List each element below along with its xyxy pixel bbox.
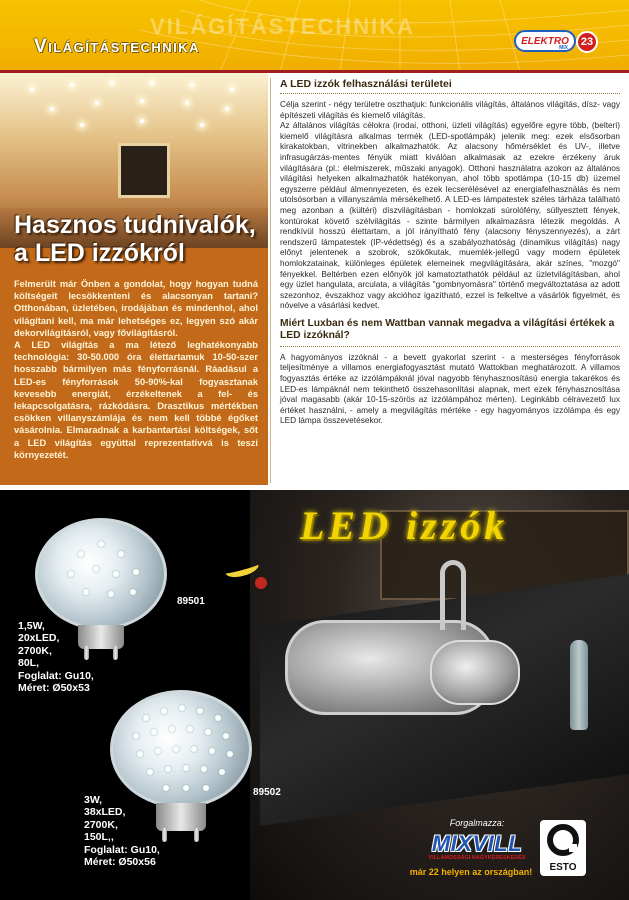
bulb-pin — [113, 646, 118, 660]
faucet — [440, 560, 466, 630]
led-banner-title: LED izzók — [300, 503, 509, 548]
logo-sub: MIX — [559, 45, 568, 51]
product-code-89501: 89501 — [177, 596, 205, 607]
spec-line: Foglalat: Gu10, — [84, 843, 160, 856]
spec-line: 38xLED, — [84, 806, 126, 819]
column-divider — [270, 78, 271, 483]
distributor-tagline: már 22 helyen az országban! — [409, 867, 533, 877]
spec-line: 1,5W, — [18, 620, 45, 632]
product-section — [0, 490, 629, 900]
bottle — [570, 640, 588, 730]
paragraph-2: Az általános világítás célokra (irodai, otthoni, üzleti világítás) egyelőre egyre több, (belteri) kiemelő világításra alkalmas termék (LED-spotlámpák) jelenik meg: ezek elsősorban kirakatokban, vitrinekben alkalmazhatók. Az alacsony hőmérséklet és UV-, illetve infrasugárzás-mentes fényük miatt kiválóan alkalmasak az ezekre érzékeny áruk világítására (pl.: élelmiszerek, műszaki anyagok). Otthoni használatra azokon az általános világítási helyeken alkalmazhatók hatékonyan, ahol több spotlámpa (10-15 db) üzemel egyszerre például álmennyezeten, és ezek lecserélésével az energiafelhasználás és nem utolsósorban a villanyszámla mérsékelhető. A LED-es lámpatestek széles tárháza található meg azonban a (kültéri) díszvilágításban - homlokzati súrolófény, süllyesztett fények, kontúrokat követő szélvilágítás - szinte bármilyen alkalmazásra létezik megoldás. A rendkívül hosszú élettartam, a jól irányítható fény (alacsony fényszennyezés), a zárt rendszerű lámpatestek (IP-védettség) és a szabályozhatóság (dinamikus világítás) nagy előnyt jelentenek a szobrok, szökőkutak, muemlék-jellegű vagy modern épületek homlokzatainak, különleges épületek elemeinek megvilágítására, akár színes, "mozgó" fényekkel. Beltérben ezen előnyök jól kamatoztathatók például az üzletvilágításban, ahol egy üzlet hangulata, arculata, a világítás "gombnyomásra" történő megváltoztatása az adott szezonhoz, évszakhoz vagy akcióhoz igazítható, ezzel is felkeltve a vásárlók figyelmét, és növelve a vásárlási kedvet. — [280, 120, 620, 311]
spec-line: 2700K, — [84, 818, 118, 831]
product-specs-89502 — [84, 794, 160, 868]
spec-line: 20xLED, — [18, 632, 60, 645]
article-headline — [14, 211, 256, 267]
esto-logo-text: ESTO — [549, 862, 577, 873]
product-code-89502: 89502 — [253, 787, 281, 798]
product-specs-89501 — [18, 620, 94, 694]
spec-line: 80L, — [18, 657, 40, 670]
spec-line: 3W, — [84, 794, 103, 806]
apple-image — [255, 577, 267, 589]
headline-line-1: Hasznos tudnivalók, — [14, 211, 256, 239]
spec-line: 150L,, — [84, 831, 114, 844]
paragraph-3: A hagyományos izzóknál - a bevett gyakorlat szerint - a mesterséges fényforrások teljesítménye a villamos energiafogyasztást mutató Wattokban meghatározott. A villamos fogyasztás értéke az izzólámpáknál jóval nagyobb fényhasznosítású energia takarékos és LED-es lámpáknál nem tekinthető összehasonlítási alapnak, mert ezek fényhasznosítása jóval magasabb (akár 10-15-szörös az izzólámpához mérten). Leginkább célravezető lux értéket használni, - amely a megvilágítás mértéke - egy hagyományos izzólámpa és egy LED lámpa összevetésekor. — [280, 351, 620, 426]
distributor-label: Forgalmazza: — [449, 818, 505, 828]
header-band — [0, 0, 629, 72]
spec-line: Méret: Ø50x56 — [84, 856, 156, 869]
bulb-base — [156, 803, 206, 831]
heading-usage-areas: A LED izzók felhasználási területei — [280, 78, 620, 94]
sink-basin-small — [430, 640, 520, 705]
spec-line: Foglalat: Gu10, — [18, 669, 94, 682]
bulb-pin — [194, 828, 199, 842]
mixvill-subtitle: VILLAMOSSÁGI NAGYKERESKEDÉS — [428, 855, 526, 861]
esto-ring-icon — [547, 824, 579, 856]
article-body — [280, 78, 620, 426]
header-ghost-text: VILÁGÍTÁSTECHNIKA — [150, 14, 415, 39]
distributor-block — [409, 818, 536, 877]
lead-paragraph-2: A LED világítás a ma létező leghatékonyabb technológia: 30-50.000 óra élettartamuk 10-50-szer hosszabb bármilyen más fényforrásnál. Ráadásul a LED-es fényforrások 50-90%-kal fogyasztanak kevesebb energiát, érzékeltenek a fel- és lekapcsolgatásra, rázkódásra. Drasztikus mértékben csökken villanyszámlája és nem kell többé égőket vásárolnia. Elmaradnak a karbantartási költségek, sőt a LED világítás együttal reprezentatívvá is teszi környezetét. — [14, 340, 258, 460]
led-bulb-89501-image — [35, 518, 167, 630]
mixvill-logo: MIXVILL — [431, 831, 523, 856]
paragraph-1: Célja szerint - négy területre oszthatjuk: funkcionális világítás, általános világítás, dísz- vagy építészeti világítás és kiemelő világítás. — [280, 99, 620, 120]
esto-logo — [540, 820, 586, 876]
logo-text: ELEKTRO — [521, 35, 569, 47]
spec-line: 2700K, — [18, 644, 52, 657]
elektromix-logo — [514, 30, 576, 52]
spec-line: Méret: Ø50x53 — [18, 682, 90, 695]
intro-column — [0, 73, 268, 485]
bulb-pin — [162, 828, 167, 842]
page-number: 23 — [576, 31, 598, 53]
section-title: Világítástechnika — [34, 36, 201, 57]
heading-lux-vs-watt: Miért Luxban és nem Wattban vannak megadva a világítási értékek a LED izzóknál? — [280, 318, 620, 347]
headline-line-2: a LED izzókról — [14, 239, 185, 267]
lead-paragraph-1: Felmerült már Önben a gondolat, hogy hogyan tudná költségeit lecsökkenteni és alacsonyan tartani? Otthonában, üzletében, irodájában és mindenhol, ahol világítani kell, ma már lehetséges ez, legyen szó akár dekorvilágításról, vagy fővilágításról. — [14, 279, 258, 338]
lead-text — [14, 278, 258, 461]
led-bulb-89502-image — [110, 690, 252, 808]
photo-window — [118, 143, 170, 198]
